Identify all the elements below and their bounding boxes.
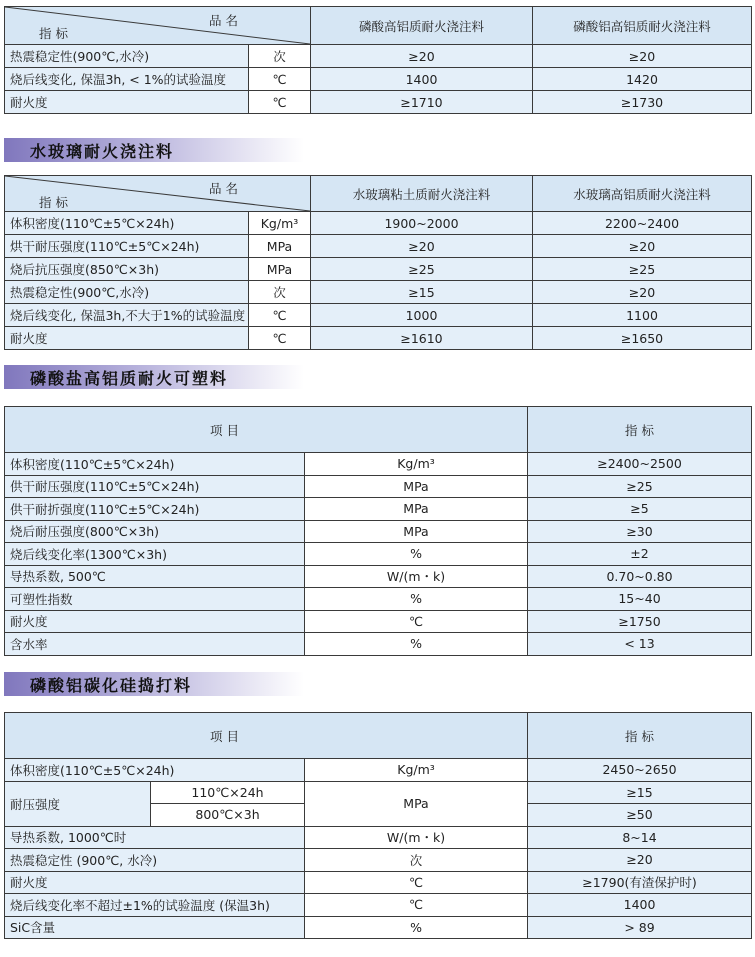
row-name: 烧后线变化率不超过±1%的试验温度 (保温3h) [5,894,305,917]
table-row [5,588,752,611]
row-name: 体积密度(110℃±5℃×24h) [5,453,305,476]
header-col2: 磷酸铝高铝质耐火浇注料 [533,7,752,45]
header-product-label: 品 名 [209,13,238,28]
table-row [5,610,752,633]
row-unit: % [305,588,528,611]
table-row [5,475,752,498]
row-unit: Kg/m³ [305,759,528,782]
header-index: 指 标 [528,407,752,453]
row-value: < 13 [528,633,752,656]
row-value: ≥50 [528,804,752,827]
table-row [5,894,752,917]
row-unit: ℃ [305,894,528,917]
row-unit: % [305,916,528,939]
row-value-2: 1420 [533,68,752,91]
section-title: 磷酸盐高铝质耐火可塑料 [30,369,229,388]
row-unit: ℃ [249,304,311,327]
row-name: 导热系数, 500℃ [5,565,305,588]
row-value: 8~14 [528,826,752,849]
row-value-2: ≥1730 [533,91,752,114]
row-value-2: 2200~2400 [533,212,752,235]
row-name: 烘干耐压强度(110℃±5℃×24h) [5,235,249,258]
row-value-1: 1400 [311,68,533,91]
row-condition: 110℃×24h [151,781,305,804]
table-row [5,826,752,849]
row-name: 耐火度 [5,610,305,633]
table-row [5,91,752,114]
table-row [5,498,752,521]
table-row [5,633,752,656]
table-row [5,759,752,782]
row-name: 耐火度 [5,91,249,114]
table-row [5,304,752,327]
header-product-label: 品 名 [209,181,238,196]
table-row [5,327,752,350]
row-value-1: 1000 [311,304,533,327]
row-unit: MPa [249,235,311,258]
row-unit: 次 [305,849,528,872]
section-banner [4,365,304,389]
row-value: ≥1750 [528,610,752,633]
row-unit: % [305,543,528,566]
section-banner [4,672,304,696]
table-sic-ramming [4,712,752,939]
row-name: 供干耐折强度(110℃±5℃×24h) [5,498,305,521]
header-col1: 水玻璃粘土质耐火浇注料 [311,176,533,212]
row-value-2: ≥20 [533,281,752,304]
row-value: ≥20 [528,849,752,872]
row-unit: ℃ [305,871,528,894]
row-value: ≥25 [528,475,752,498]
row-value-1: 1900~2000 [311,212,533,235]
row-name: 含水率 [5,633,305,656]
table-row [5,258,752,281]
table-row [5,45,752,68]
row-unit: W/(m・k) [305,826,528,849]
table-row [5,543,752,566]
row-name: 烧后线变化率(1300℃×3h) [5,543,305,566]
table-row [5,781,752,804]
row-name: 体积密度(110℃±5℃×24h) [5,212,249,235]
header-col2: 水玻璃高铝质耐火浇注料 [533,176,752,212]
row-unit: MPa [249,258,311,281]
row-unit: ℃ [249,91,311,114]
row-unit: MPa [305,781,528,826]
row-value: ≥2400~2500 [528,453,752,476]
table-row [5,68,752,91]
section-banner [4,138,304,162]
table-row [5,235,752,258]
row-unit: MPa [305,520,528,543]
row-value-1: ≥1610 [311,327,533,350]
row-unit: 次 [249,281,311,304]
row-name: 耐火度 [5,871,305,894]
table-water-glass-castable [4,175,752,350]
row-unit: W/(m・k) [305,565,528,588]
row-name: 热震稳定性(900℃,水冷) [5,45,249,68]
row-value: 0.70~0.80 [528,565,752,588]
row-name: 烧后线变化, 保温3h,不大于1%的试验温度 [5,304,249,327]
row-value-2: ≥1650 [533,327,752,350]
table-row [5,212,752,235]
row-name: 供干耐压强度(110℃±5℃×24h) [5,475,305,498]
row-name: 导热系数, 1000℃时 [5,826,305,849]
header-item: 项 目 [5,407,528,453]
row-condition: 800℃×3h [151,804,305,827]
row-value: 15~40 [528,588,752,611]
row-name: 热震稳定性 (900℃, 水冷) [5,849,305,872]
row-value: ±2 [528,543,752,566]
table-row [5,871,752,894]
row-unit: ℃ [249,327,311,350]
table-row [5,520,752,543]
row-value-1: ≥15 [311,281,533,304]
row-value: > 89 [528,916,752,939]
row-unit: ℃ [305,610,528,633]
row-unit: ℃ [249,68,311,91]
row-value: ≥5 [528,498,752,521]
row-unit: % [305,633,528,656]
row-unit: MPa [305,498,528,521]
header-index-label: 指 标 [39,26,68,41]
row-value-1: ≥20 [311,235,533,258]
row-unit: Kg/m³ [249,212,311,235]
row-value-2: ≥20 [533,45,752,68]
row-name: 烧后耐压强度(800℃×3h) [5,520,305,543]
row-name: 体积密度(110℃±5℃×24h) [5,759,305,782]
section-title: 磷酸铝碳化硅捣打料 [30,676,193,695]
row-value-2: 1100 [533,304,752,327]
row-unit: Kg/m³ [305,453,528,476]
row-value: ≥30 [528,520,752,543]
row-value-1: ≥25 [311,258,533,281]
row-value: 1400 [528,894,752,917]
section-title: 水玻璃耐火浇注料 [30,142,175,161]
row-unit: MPa [305,475,528,498]
row-value: ≥15 [528,781,752,804]
table-row [5,565,752,588]
row-name: SiC含量 [5,916,305,939]
row-value-1: ≥1710 [311,91,533,114]
table-row [5,281,752,304]
table-row [5,849,752,872]
table-phosphate-plastic [4,406,752,656]
header-col1: 磷酸高铝质耐火浇注料 [311,7,533,45]
header-index: 指 标 [528,713,752,759]
row-value: 2450~2650 [528,759,752,782]
table-phosphate-castable [4,6,752,114]
row-value: ≥1790(有渣保护时) [528,871,752,894]
header-index-label: 指 标 [39,195,68,210]
row-unit: 次 [249,45,311,68]
diagonal-header-cell [5,7,311,45]
row-value-2: ≥20 [533,235,752,258]
row-name: 热震稳定性(900℃,水冷) [5,281,249,304]
row-name: 耐火度 [5,327,249,350]
header-item: 项 目 [5,713,528,759]
row-value-1: ≥20 [311,45,533,68]
row-value-2: ≥25 [533,258,752,281]
table-row [5,916,752,939]
table-row [5,453,752,476]
row-name: 烧后线变化, 保温3h, < 1%的试验温度 [5,68,249,91]
row-name: 烧后抗压强度(850℃×3h) [5,258,249,281]
row-name: 耐压强度 [5,781,151,826]
diagonal-header-cell [5,176,311,212]
row-name: 可塑性指数 [5,588,305,611]
